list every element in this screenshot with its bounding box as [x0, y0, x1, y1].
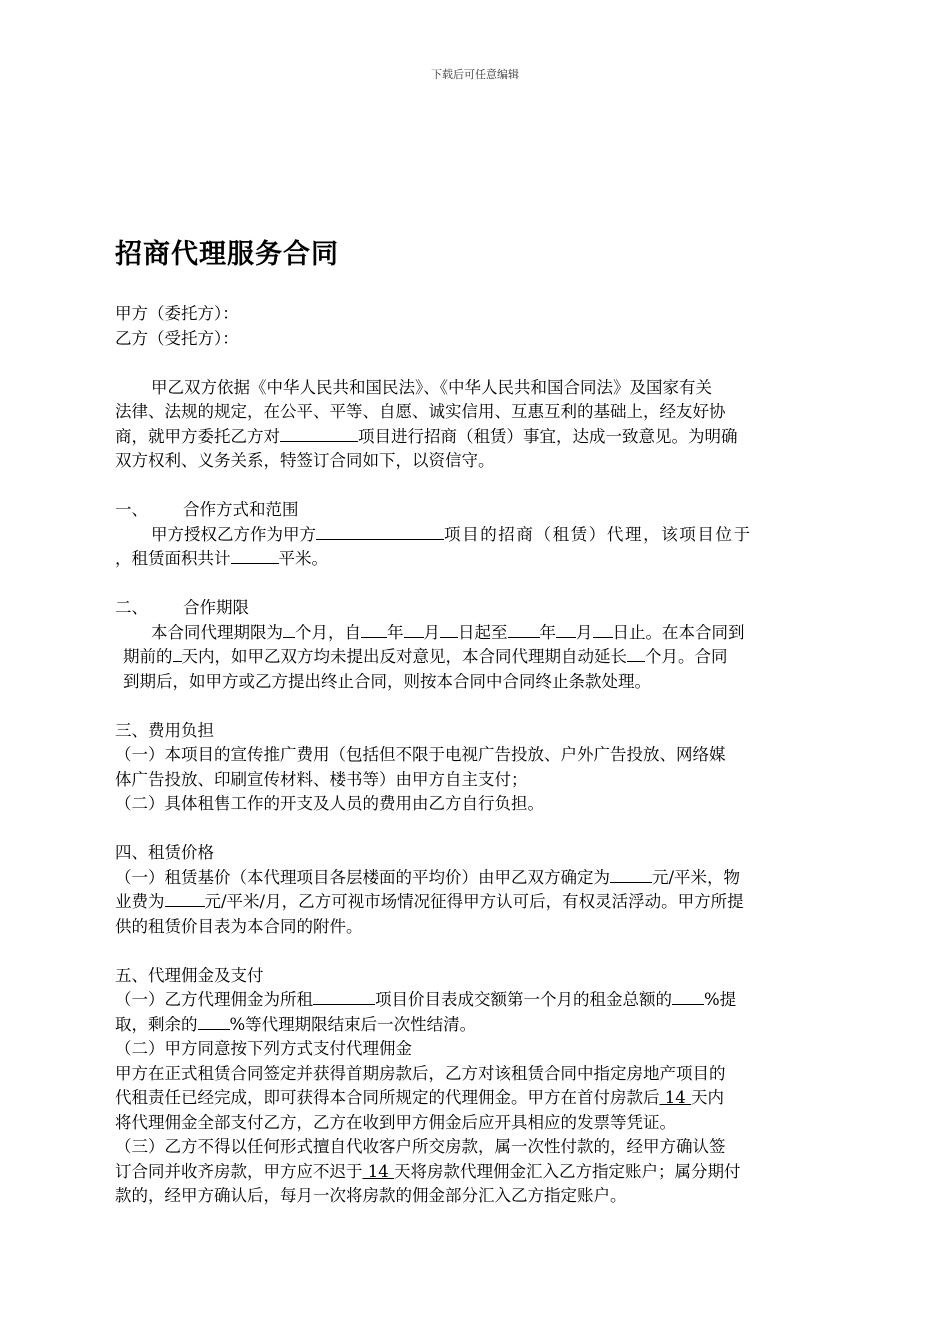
- contract-body: [115, 302, 838, 1209]
- base-price-blank[interactable]: [610, 866, 652, 883]
- intro-paragraph: 甲乙双方依据《中华人民共和国民法》、《中华人民共和国合同法》及国家有关 法律、法规的规定，在公平、平等、自愿、诚实信用、互惠互利的基础上，经友好协 商，就甲方委托乙方对 项目进行招商（租赁）事宜，达成一致意见。为明确 双方权利、义务关系，特签订合同如下，以资信守。: [115, 377, 738, 470]
- section-2-title: 二、 合作期限: [115, 598, 249, 617]
- section-2: 二、 合作期限 本合同代理期限为 个月，自 年 月 日起至 年 月 日止。在本合同到 期前的 天内，如甲乙双方均未提出反对意见，本合同代理期自动延长 个月。合同 到期后，如甲方或乙方提出终止合同，则按本合同中合同终止条款处理。: [115, 596, 838, 694]
- transfer-days-value: 14: [362, 1161, 394, 1181]
- rent-project-blank[interactable]: [313, 988, 375, 1005]
- party-a-line: 甲方（委托方）：: [115, 304, 239, 323]
- page-header: 下载后可任意编辑: [431, 68, 519, 81]
- section-5: 五、代理佣金及支付 （一）乙方代理佣金为所租 项目价目表成交额第一个月的租金总额的 %提 取，剩余的 %等代理期限结束后一次性结清。 （二）甲方同意按下列方式支付代理佣金 甲方在正式租赁合同签定并获得首期房款后，乙方对该租赁合同中指定房地产项目的 代租责任已经完成，即可获得本合同所规定的代理佣金。甲方在首付房款后 14 天内 将代理佣金全部支付乙方，乙方在收到甲方佣金后应开具相应的发票等凭证。 （三）乙方不得以任何形式擅自代收客户所交房款，属一次性付款的，经甲方确认签 订合同并收齐房款，甲方应不迟于 14 天将房款代理佣金汇入乙方指定账户；属分期付 款的，经甲方确认后，每月一次将房款的佣金部分汇入乙方指定账户。: [115, 964, 838, 1209]
- first-percent-blank[interactable]: [672, 988, 704, 1005]
- section-1: 一、 合作方式和范围 甲方授权乙方作为甲方 项目的招商（租赁）代理，该项目位于 ，租赁面积共计 平米。: [115, 498, 838, 572]
- start-year-blank[interactable]: [361, 621, 387, 638]
- start-day-blank[interactable]: [440, 621, 458, 638]
- end-month-blank[interactable]: [556, 621, 576, 638]
- remaining-percent-blank[interactable]: [198, 1013, 230, 1030]
- section-5-title: 五、代理佣金及支付: [115, 965, 264, 985]
- months-blank[interactable]: [283, 621, 295, 638]
- start-month-blank[interactable]: [404, 621, 424, 638]
- extend-months-blank[interactable]: [627, 645, 645, 662]
- section-1-title: 一、 合作方式和范围: [115, 500, 299, 519]
- section-3: 三、费用负担 （一）本项目的宣传推广费用（包括但不限于电视广告投放、户外广告投放、网络媒 体广告投放、印刷宣传材料、楼书等）由甲方自主支付； （二）具体租售工作的开支及人员的费用由乙方自行负担。: [115, 719, 838, 817]
- project-blank[interactable]: [316, 523, 444, 540]
- section-4: 四、租赁价格 （一）租赁基价（本代理项目各层楼面的平均价）由甲乙双方确定为 元/平米，物 业费为 元/平米/月，乙方可视市场情况征得甲方认可后，有权灵活浮动。甲方所提 供的租赁价目表为本合同的附件。: [115, 841, 838, 939]
- area-blank[interactable]: [231, 547, 279, 564]
- party-b-line: 乙方（受托方）：: [115, 328, 239, 348]
- end-day-blank[interactable]: [593, 621, 613, 638]
- end-year-blank[interactable]: [508, 621, 540, 638]
- notice-days-blank[interactable]: [173, 645, 182, 662]
- project-name-blank[interactable]: [280, 425, 358, 442]
- contract-title: 招商代理服务合同: [115, 239, 339, 270]
- property-fee-blank[interactable]: [165, 890, 205, 907]
- section-4-title: 四、租赁价格: [115, 843, 214, 862]
- payment-days-value: 14: [659, 1088, 691, 1107]
- section-3-title: 三、费用负担: [115, 720, 214, 740]
